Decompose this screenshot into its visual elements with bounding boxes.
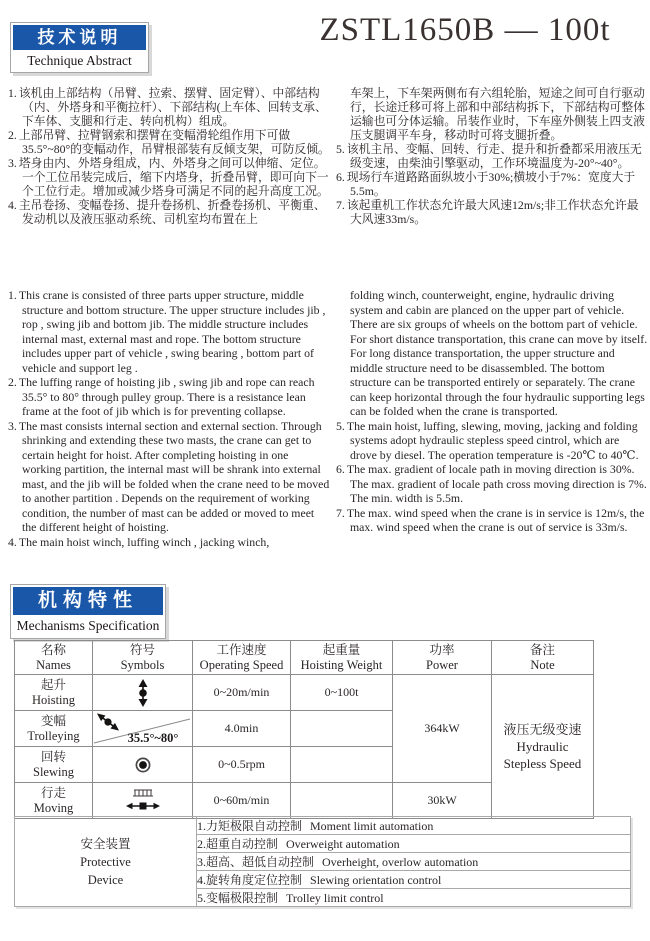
text-column-right [336,86,648,586]
safety-item: 5.变幅极限控制 Trolley limit control [197,889,631,907]
protective-device-table [14,816,631,907]
header-power: 功率 Power [393,641,492,675]
name-cell: 变幅 Trolleying [15,711,93,747]
section-label-zh: 技术说明 [13,25,146,50]
speed-cell: 4.0min [193,711,291,747]
symbol-cell [93,747,193,783]
symbol-cell [93,711,193,747]
safety-item: 4.旋转角度定位控制 Slewing orientation control [197,871,631,889]
power-cell-main: 364kW [393,675,492,783]
header-note: 备注 Note [492,641,594,675]
speed-cell: 0~20m/min [193,675,291,711]
table-header-row [15,641,594,675]
safety-item: 3.超高、超低自动控制 Overheight, overlow automation [197,853,631,871]
english-text-block-left [8,288,330,549]
zh-paragraph: 1. 该机由上部结构（吊臂、拉索、摆臂、固定臂）、中部结构（内、外塔身和平衡拉杆）、下部结构(上车体、回转支承、下车体、支腿和行走、转向机构）组成。 [8,86,327,128]
header-hoisting-weight: 起重量 Hoisting Weight [291,641,393,675]
symbol-cell [93,675,193,711]
zh-paragraph-continuation: 车架上，下车架两侧布有六组轮胎，短途之间可自行驱动行，长途迁移可将上部和中部结构拆下，下部结构可整体运输也可分体运输。吊装作业时，下车座外侧装上四支液压支腿调平车身，移动时可将支腿折叠。 [350,86,645,142]
speed-cell: 0~0.5rpm [193,747,291,783]
chinese-text-block-left [8,86,330,226]
diagonal-luffing-arrow-icon [93,712,191,746]
weight-cell: 0~100t [291,675,393,711]
text-column-left [8,86,330,586]
symbol-cell [93,783,193,819]
en-paragraph: 4. The main hoist winch, luffing winch , jacking winch, [8,534,270,549]
section-label-technique-abstract [10,22,149,73]
protective-device-label: 安全装置 Protective Device [15,817,197,907]
power-cell-moving: 30kW [393,783,492,819]
rotation-bullseye-icon [134,756,152,774]
en-paragraph: 3. The mast consists internal section and external section. Through shrinking and extending these two masts, the crane can get to certain height for hoist. After completing hoisting in one working partition, the internal mast will be shrank into external mast, and the jib will be folded when the crane need to be moved to another partition . Depends on the requirement of working condition, the number of mast can be added or moved to meet the different height of hoisting. [8,418,330,534]
speed-cell: 0~60m/min [193,783,291,819]
en-paragraph: 7. The max. wind speed when the crane is in service is 12m/s, the max. wind speed when the crane is out of service is 33m/s. [336,505,645,534]
weight-cell [291,747,393,783]
en-paragraph: 6. The max. gradient of locale path in moving direction is 30%. The max. gradient of locale path cross moving direction is 7%. The min. width is 5.5m. [336,462,647,505]
en-paragraph: 5. The main hoist, luffing, slewing, moving, jacking and folding systems adopt hydraulic stepless speed cintrol, which are drove by diesel. The operation temperature is -20℃ to 40℃. [336,418,639,462]
section-label-en: Mechanisms Specification [16,618,160,633]
mechanisms-table [14,640,594,819]
zh-paragraph: 3. 塔身由内、外塔身组成，内、外塔身之间可以伸缩、定位。一个工位吊装完成后，缩下内塔身，折叠吊臂，即可向下一个工位行走。增加或减少塔身可满足不同的起升高度工况。 [8,156,329,198]
weight-cell [291,783,393,819]
safety-item: 1.力矩极限自动控制 Moment limit automation [197,817,631,835]
name-cell: 起升 Hoisting [15,675,93,711]
header-symbols: 符号 Symbols [93,641,193,675]
section-label-zh: 机构特性 [13,587,163,615]
luffing-range-label: 35.5°~80° [127,730,179,745]
safety-item: 2.超重自动控制 Overweight automation [197,835,631,853]
zh-paragraph: 5. 该机主吊、变幅、回转、行走、提升和折叠都采用液压无级变速，由柴油引擎驱动，工作环境温度为-20°~40°。 [336,142,642,170]
zh-paragraph: 7. 该起重机工作状态允许最大风速12m/s;非工作状态允许最大风速33m/s。 [336,198,639,226]
en-paragraph: 1. This crane is consisted of three parts upper structure, middle structure and bottom structure. The upper structure includes jib , rop , swing jib and bottom jib. The middle structure includes internal mast, external mast and rope. The bottom structure includes upper part of vehicle , swing bearing , bottom part of vehicle and support leg . [8,288,326,375]
en-paragraph-continuation: folding winch, counterweight, engine, hydraulic driving system and cabin are planced on the upper part of vehicle. There are six groups of wheels on the bottom part of vehicle. For short distance transportation, this crane can move by itself. For long distance transportation, the upper structure and middle structure need to be disassembled. The bottom structure can be transported entirely or separately. The crane can keep horizontal through the four hydraulic supporting legs can be folded when the crane is transported. [350,288,648,418]
track-travel-arrow-icon [125,788,161,813]
english-text-block-right [336,288,648,535]
name-cell: 行走 Moving [15,783,93,819]
weight-cell [291,711,393,747]
safety-row [15,817,631,835]
zh-paragraph: 6. 现场行车道路路面纵坡小于30%;横坡小于7%：宽度大于5.5m。 [336,170,636,198]
note-cell: 液压无级变速 Hydraulic Stepless Speed [492,675,594,819]
section-label-mechanisms-specification [10,584,166,639]
name-cell: 回转 Slewing [15,747,93,783]
header-names: 名称 Names [15,641,93,675]
zh-paragraph: 2. 上部吊臂、拉臂钢索和摆臂在变幅滑轮组作用下可做35.5°~80°的变幅动作，吊臂根部装有反倾支架，可防反倾。 [8,128,330,156]
table-row-hoisting [15,675,594,711]
zh-paragraph: 4. 主吊卷扬、变幅卷扬、提升卷扬机、折叠卷扬机、平衡重、发动机以及液压驱动系统、司机室均布置在上 [8,198,326,226]
en-paragraph: 2. The luffing range of hoisting jib , swing jib and rope can reach 35.5° to 80° through pulley group. There is a resistance lean frame at the foot of jib which is for preventing collapse. [8,375,315,418]
chinese-text-block-right [336,86,648,226]
section-label-en: Technique Abstract [27,53,132,68]
page-title: ZSTL1650B — 100t [319,12,611,48]
header-operating-speed: 工作速度 Operating Speed [193,641,291,675]
vertical-double-arrow-icon [136,678,150,708]
